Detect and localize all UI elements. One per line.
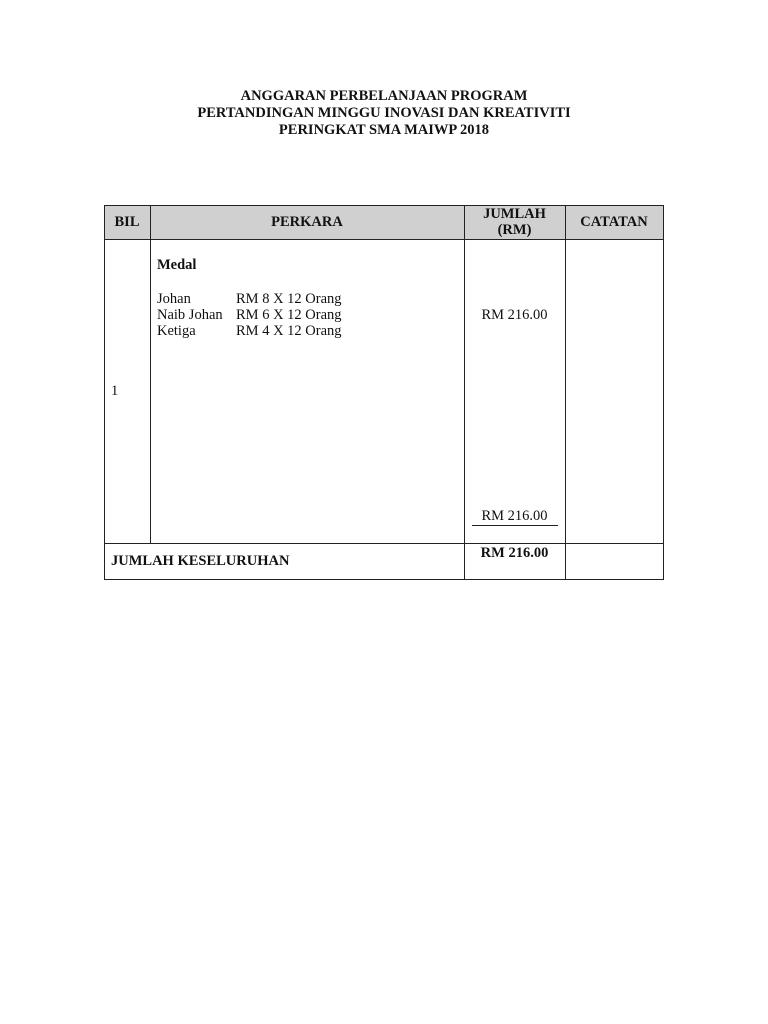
total-amount: RM 216.00 (480, 545, 549, 561)
title-line-3: PERINGKAT SMA MAIWP 2018 (278, 122, 490, 138)
header-jumlah-unit: (RM) (497, 222, 532, 238)
row-heading: Medal (157, 257, 197, 273)
budget-table (104, 205, 664, 580)
table-border-right (663, 205, 664, 580)
header-catatan: CATATAN (580, 214, 648, 230)
item-name: Johan (157, 291, 191, 307)
header-jumlah: JUMLAH (483, 206, 546, 222)
total-label: JUMLAH KESELURUHAN (111, 553, 290, 569)
item-detail: RM 4 X 12 Orang (236, 323, 342, 339)
table-border-left (104, 205, 105, 580)
table-header-rule (104, 239, 664, 240)
title-line-1: ANGGARAN PERBELANJAAN PROGRAM (240, 88, 528, 104)
list-item (157, 307, 342, 324)
row-amount: RM 216.00 (481, 307, 548, 323)
header-perkara: PERKARA (271, 214, 343, 230)
document-title (0, 88, 768, 139)
row-subtotal: RM 216.00 (481, 508, 548, 524)
column-rule-bil (150, 205, 151, 544)
item-name: Ketiga (157, 323, 196, 339)
row-bil: 1 (111, 383, 119, 399)
item-detail: RM 8 X 12 Orang (236, 291, 342, 307)
title-line-2: PERTANDINGAN MINGGU INOVASI DAN KREATIVITI (197, 105, 571, 121)
column-rule-jumlah (565, 205, 566, 580)
item-name: Naib Johan (157, 307, 223, 323)
list-item (157, 291, 342, 308)
table-border-top (104, 205, 664, 206)
subtotal-rule (472, 525, 558, 526)
table-border-bottom (104, 579, 664, 580)
table-total-rule (104, 543, 664, 544)
item-detail: RM 6 X 12 Orang (236, 307, 342, 323)
list-item (157, 323, 342, 340)
header-bil: BIL (114, 214, 140, 230)
